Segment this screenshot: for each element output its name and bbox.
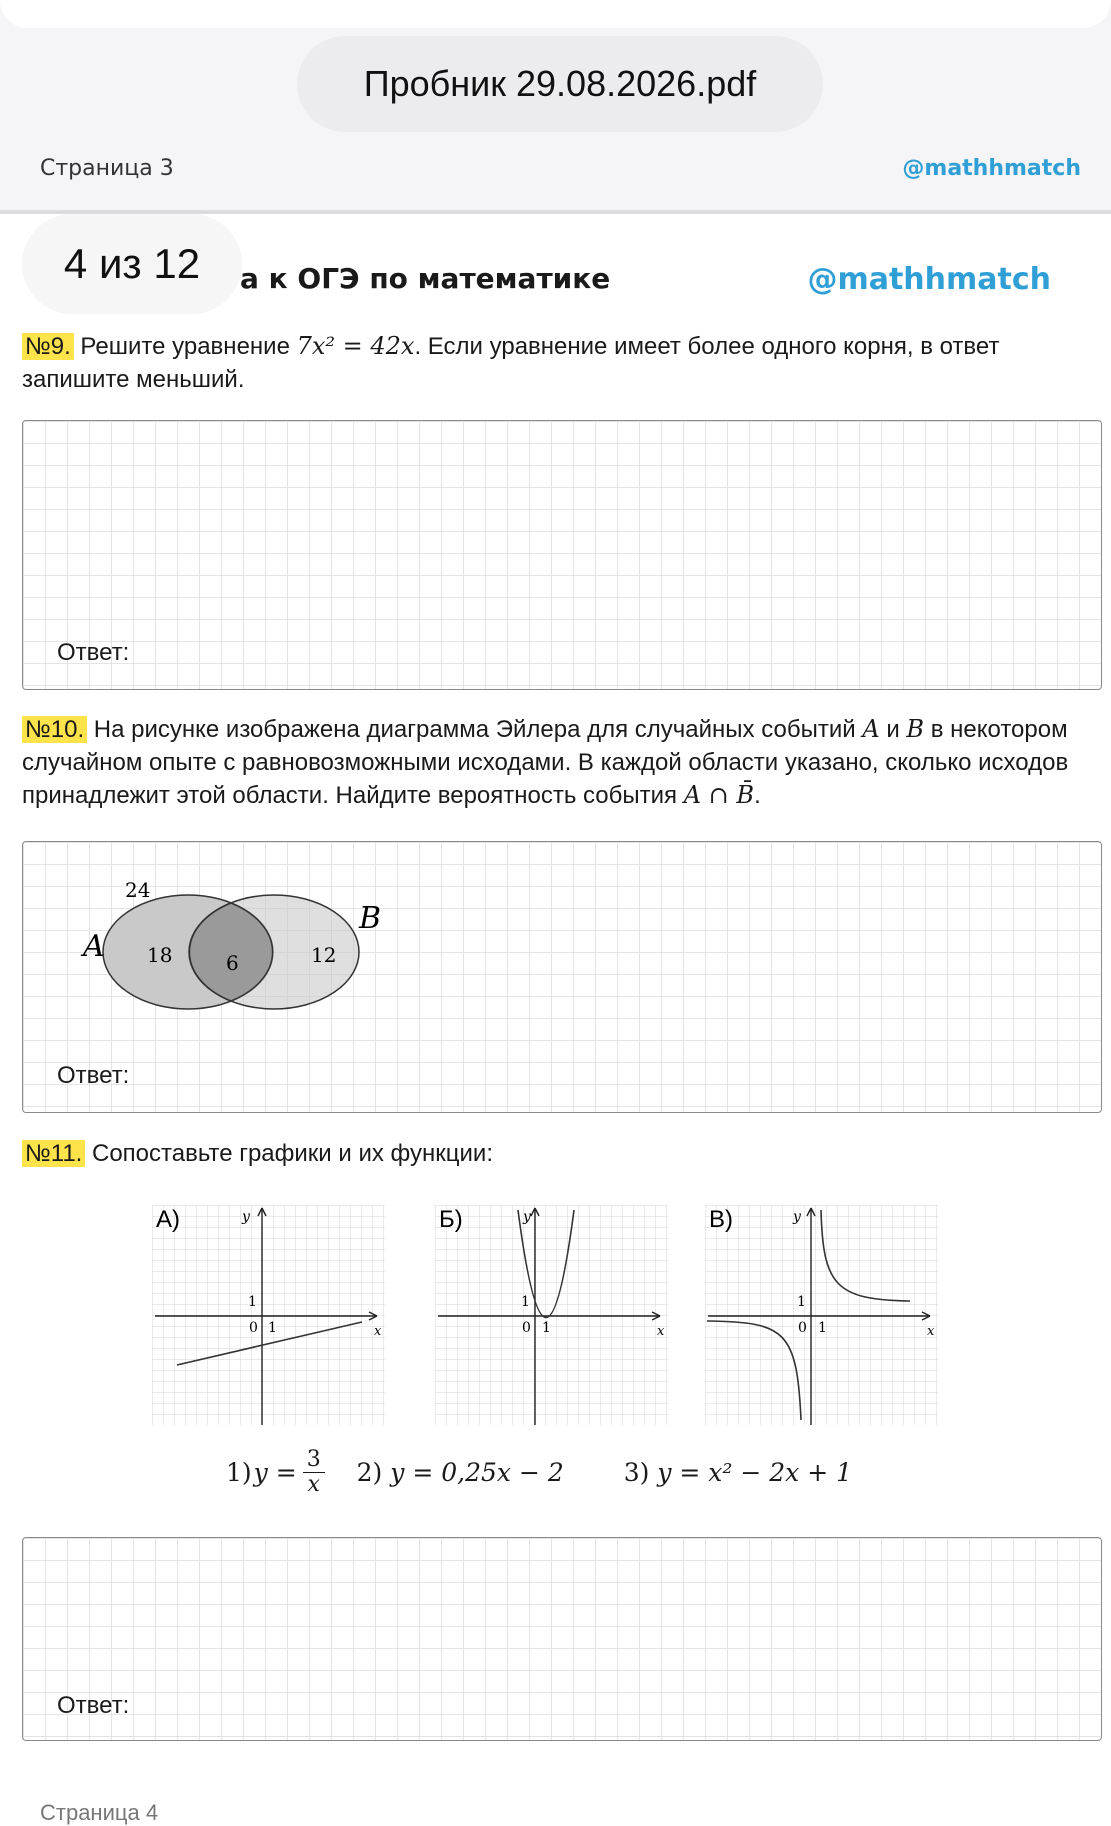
next-page-header: Страница 4 bbox=[40, 1800, 159, 1825]
fraction-numerator: 3 bbox=[303, 1448, 325, 1473]
page-counter-badge: 4 из 12 bbox=[22, 214, 242, 314]
task-text: . Если уравнение имеет более одного корня, в ответ запишите меньший. bbox=[22, 333, 1000, 393]
origin-label: 0 bbox=[249, 1320, 258, 1336]
option-2 bbox=[357, 1458, 572, 1487]
tick-one-x: 1 bbox=[542, 1320, 551, 1336]
tick-one-x: 1 bbox=[818, 1320, 827, 1336]
label-b: B bbox=[359, 901, 382, 936]
task-11-answer-area[interactable] bbox=[22, 1537, 1102, 1741]
origin-label: 0 bbox=[798, 1320, 807, 1336]
document-title: а к ОГЭ по математике bbox=[240, 262, 611, 295]
task-11-text bbox=[22, 1137, 1092, 1170]
y-axis-label: y bbox=[242, 1209, 250, 1225]
x-axis-label: x bbox=[927, 1324, 935, 1339]
fraction-denominator: x bbox=[307, 1472, 320, 1497]
option-3-number: 3) bbox=[623, 1458, 650, 1487]
task-text: Решите уравнение bbox=[73, 333, 297, 360]
event-a: A bbox=[862, 715, 880, 743]
option-1-number: 1) bbox=[226, 1458, 252, 1487]
task-9-answer-area[interactable] bbox=[22, 420, 1102, 690]
option-1-lhs: y = bbox=[253, 1458, 297, 1487]
label-a: A bbox=[83, 929, 105, 964]
x-axis-label: x bbox=[374, 1324, 382, 1339]
page-header-label: Страница 3 bbox=[40, 156, 174, 181]
task-number: №9. bbox=[22, 333, 74, 360]
x-axis-label: x bbox=[657, 1324, 665, 1339]
task-text: и bbox=[879, 716, 907, 743]
graph-grid bbox=[435, 1205, 668, 1425]
only-a-count: 18 bbox=[147, 943, 173, 967]
euler-diagram bbox=[63, 860, 393, 1010]
task-text: в некотором случайном опыте с равновозможными исходами. В каждой области указано, сколько исходов принадлежит этой области. Найдите вероятность события bbox=[22, 716, 1069, 809]
function-graphs bbox=[150, 1205, 950, 1435]
task-10-answer-area[interactable] bbox=[22, 841, 1102, 1113]
document-name-pill[interactable]: Пробник 29.08.2026.pdf bbox=[297, 36, 823, 132]
option-1-fraction bbox=[303, 1448, 325, 1497]
task-number: №10. bbox=[22, 716, 87, 743]
document-handle: @mathhmatch bbox=[807, 262, 1051, 297]
outside-count: 24 bbox=[125, 878, 151, 902]
y-axis-label: y bbox=[793, 1209, 801, 1225]
graph-grid bbox=[152, 1205, 385, 1425]
graph-b bbox=[435, 1205, 670, 1425]
task-9-text bbox=[22, 330, 1092, 396]
tick-one-y: 1 bbox=[521, 1294, 530, 1310]
y-axis-label: y bbox=[523, 1209, 531, 1225]
origin-label: 0 bbox=[522, 1320, 531, 1336]
task-text: . bbox=[754, 782, 761, 809]
function-options bbox=[226, 1448, 852, 1497]
option-1 bbox=[226, 1448, 325, 1497]
tick-one-y: 1 bbox=[797, 1294, 806, 1310]
answer-label: Ответ: bbox=[57, 1692, 130, 1719]
task-number: №11. bbox=[22, 1140, 85, 1167]
answer-label: Ответ: bbox=[57, 1062, 130, 1089]
option-3-expr: y = x² − 2x + 1 bbox=[657, 1458, 853, 1487]
graph-grid bbox=[705, 1205, 938, 1425]
graph-label: В) bbox=[709, 1206, 733, 1233]
option-3 bbox=[624, 1458, 852, 1487]
target-event: A ∩ B̄ bbox=[683, 781, 755, 809]
tick-one-x: 1 bbox=[268, 1320, 277, 1336]
graph-c bbox=[705, 1205, 940, 1425]
graph-label: Б) bbox=[439, 1206, 463, 1233]
task-text: На рисунке изображена диаграмма Эйлера для случайных событий bbox=[87, 716, 863, 743]
viewer-top-edge bbox=[0, 0, 1111, 28]
page-header-handle: @mathhmatch bbox=[902, 156, 1081, 181]
tick-one-y: 1 bbox=[248, 1294, 257, 1310]
graph-label: А) bbox=[156, 1206, 180, 1233]
task-equation: 7x² = 42x bbox=[296, 332, 415, 360]
answer-label: Ответ: bbox=[57, 639, 130, 666]
task-text: Сопоставьте графики и их функции: bbox=[85, 1140, 493, 1167]
graph-a bbox=[152, 1205, 387, 1425]
only-b-count: 12 bbox=[311, 943, 337, 967]
both-count: 6 bbox=[226, 951, 239, 975]
viewer-topbar bbox=[0, 0, 1111, 212]
task-10-text bbox=[22, 713, 1092, 812]
option-2-expr: y = 0,25x − 2 bbox=[390, 1458, 564, 1487]
event-b: B bbox=[906, 715, 925, 743]
option-2-number: 2) bbox=[356, 1458, 383, 1487]
